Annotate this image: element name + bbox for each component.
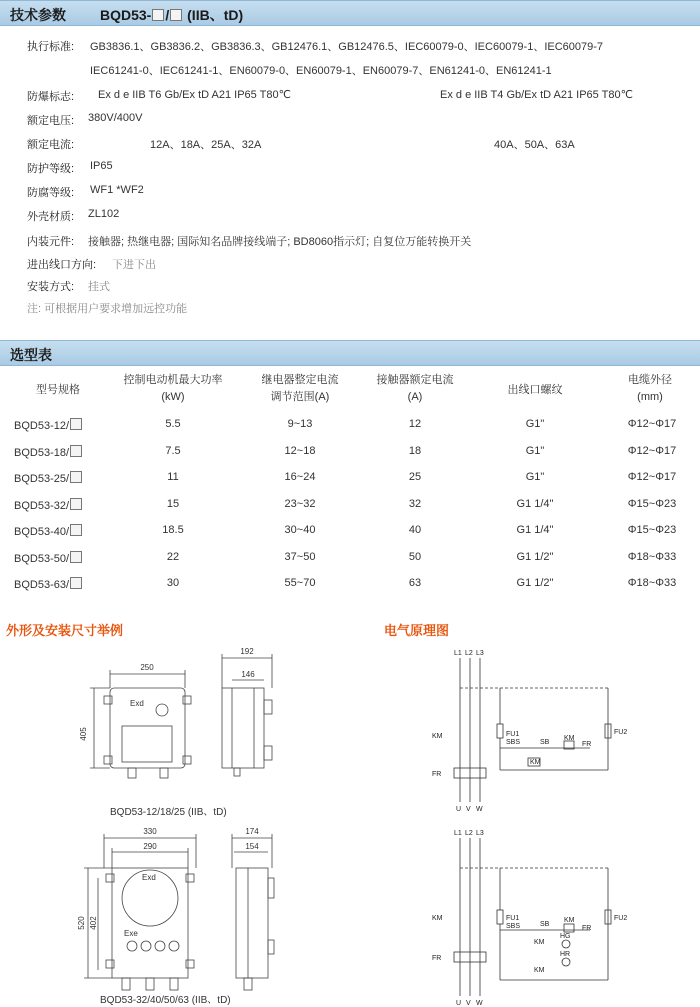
fu2-label: FU2 bbox=[614, 915, 628, 922]
dim-height: 405 bbox=[79, 727, 88, 741]
dims-title: 外形及安装尺寸举例 bbox=[6, 623, 124, 638]
schematic-title: 电气原理图 bbox=[384, 623, 450, 638]
note: 注: 可根据用户要求增加远控功能 bbox=[27, 303, 188, 315]
km-label: KM bbox=[530, 759, 541, 766]
param-value: IP65 bbox=[90, 160, 113, 172]
param-label: 防爆标志: bbox=[27, 91, 75, 103]
km-label: KM bbox=[432, 733, 443, 740]
param-value: Ex d e IIB T4 Gb/Ex tD A21 IP65 T80℃ bbox=[440, 89, 633, 101]
param-label: 内装元件: bbox=[27, 236, 75, 248]
fu1-label: FU1 bbox=[506, 731, 520, 738]
placeholder-box-icon bbox=[70, 471, 82, 483]
sbs-label: SBS bbox=[506, 923, 521, 930]
line-label: L1 bbox=[454, 650, 462, 657]
tech-model: BQD53- / (IIB、tD) bbox=[100, 7, 244, 23]
km-label: KM bbox=[534, 939, 545, 946]
param-label: 额定电流: bbox=[27, 139, 75, 151]
line-label: L2 bbox=[465, 650, 473, 657]
cell-rated: 18 bbox=[408, 444, 422, 457]
param-value: 挂式 bbox=[88, 281, 110, 293]
cell-thread: G1 1/4" bbox=[516, 497, 554, 510]
tech-title: 技术参数 bbox=[10, 7, 66, 23]
line-label: L3 bbox=[476, 650, 484, 657]
label-exe: Exe bbox=[124, 929, 138, 938]
col-header: 控制电动机最大功率 (kW) bbox=[123, 374, 223, 403]
fu2-label: FU2 bbox=[614, 729, 628, 736]
cell-cable: Φ12~Φ17 bbox=[627, 471, 677, 483]
cell-thread: G1 1/4" bbox=[516, 524, 554, 536]
cell-cable: Φ12~Φ17 bbox=[627, 444, 677, 457]
cell-rated: 32 bbox=[408, 497, 422, 510]
cell-thread: G1" bbox=[525, 418, 545, 430]
param-value: 12A、18A、25A、32A bbox=[150, 139, 262, 151]
param-value: Ex d e IIB T6 Gb/Ex tD A21 IP65 T80℃ bbox=[98, 89, 291, 101]
param-label: 防腐等级: bbox=[27, 187, 75, 199]
param-label: 额定电压: bbox=[27, 115, 75, 127]
dim-side-width: 192 bbox=[240, 647, 254, 656]
fr-label: FR bbox=[582, 925, 592, 932]
placeholder-box-icon bbox=[170, 9, 182, 21]
cell-model: BQD53-18/ bbox=[14, 445, 104, 459]
uvw-label: V bbox=[466, 806, 471, 813]
caption-1: BQD53-12/18/25 (IIB、tD) bbox=[110, 807, 227, 818]
label-exd: Exd bbox=[142, 873, 156, 882]
uvw-label: U bbox=[456, 806, 462, 813]
param-label: 安装方式: bbox=[27, 281, 75, 293]
placeholder-box-icon bbox=[152, 9, 164, 21]
cell-kw: 22 bbox=[166, 550, 180, 563]
uvw-label: U bbox=[456, 1000, 462, 1007]
cell-model: BQD53-12/ bbox=[14, 418, 104, 432]
cell-kw: 18.5 bbox=[162, 524, 184, 536]
cell-kw: 7.5 bbox=[165, 444, 181, 457]
col-header: 型号规格 bbox=[36, 384, 80, 396]
fr-label: FR bbox=[582, 741, 592, 748]
cell-cable: Φ18~Φ33 bbox=[627, 577, 677, 589]
sbs-label: SBS bbox=[506, 739, 521, 746]
fu1-label: FU1 bbox=[506, 915, 520, 922]
dim-width: 250 bbox=[140, 663, 154, 672]
cell-kw: 11 bbox=[167, 471, 179, 483]
placeholder-box-icon bbox=[70, 577, 82, 589]
col-header: 电缆外径 (mm) bbox=[628, 374, 672, 403]
sb-label: SB bbox=[540, 921, 550, 928]
param-value: IEC61241-0、IEC61241-1、EN60079-0、EN60079-1、EN60079-7、EN61241-0、EN61241-1 bbox=[90, 65, 552, 77]
cell-thread: G1 1/2" bbox=[516, 550, 554, 563]
cell-rated: 40 bbox=[408, 524, 422, 536]
col-header: 接触器额定电流 (A) bbox=[376, 374, 454, 403]
line-label: L3 bbox=[476, 830, 484, 837]
selection-header-bar bbox=[0, 340, 700, 366]
cell-range: 23~32 bbox=[284, 497, 316, 510]
line-label: L1 bbox=[454, 830, 462, 837]
placeholder-box-icon bbox=[70, 551, 82, 563]
dim-height: 520 bbox=[77, 916, 86, 930]
cell-kw: 15 bbox=[166, 497, 180, 510]
cell-thread: G1" bbox=[525, 444, 545, 457]
dim-width2: 290 bbox=[143, 842, 157, 851]
uvw-label: W bbox=[476, 1000, 483, 1007]
cell-range: 30~40 bbox=[284, 524, 316, 536]
cell-cable: Φ15~Φ23 bbox=[627, 524, 677, 536]
placeholder-box-icon bbox=[70, 445, 82, 457]
hg-label: HG bbox=[560, 933, 571, 940]
fr-label: FR bbox=[432, 771, 442, 778]
caption-2: BQD53-32/40/50/63 (IIB、tD) bbox=[100, 995, 231, 1006]
placeholder-box-icon bbox=[70, 498, 82, 510]
param-label: 进出线口方向: bbox=[27, 259, 97, 271]
param-value: 接触器; 热继电器; 国际知名品牌接线端子; BD8060指示灯; 自复位万能转换开关 bbox=[88, 236, 472, 248]
placeholder-box-icon bbox=[70, 418, 82, 430]
cell-cable: Φ18~Φ33 bbox=[627, 550, 677, 563]
cell-cable: Φ12~Φ17 bbox=[627, 418, 677, 430]
dim-width: 330 bbox=[143, 827, 157, 836]
cell-range: 37~50 bbox=[284, 550, 316, 563]
dimension-drawing bbox=[0, 640, 360, 1007]
param-value: 下进下出 bbox=[112, 259, 156, 271]
km-label: KM bbox=[564, 917, 575, 924]
cell-rated: 63 bbox=[408, 577, 422, 589]
cell-kw: 5.5 bbox=[165, 418, 181, 430]
cell-range: 9~13 bbox=[287, 418, 313, 430]
param-label: 防护等级: bbox=[27, 163, 75, 175]
km-label: KM bbox=[432, 915, 443, 922]
cell-model: BQD53-40/ bbox=[14, 524, 104, 538]
param-value: 40A、50A、63A bbox=[494, 139, 575, 151]
col-header: 出线口螺纹 bbox=[507, 384, 563, 396]
param-value: 380V/400V bbox=[88, 112, 143, 124]
cell-range: 55~70 bbox=[284, 577, 316, 589]
km-label: KM bbox=[534, 967, 545, 974]
cell-range: 12~18 bbox=[284, 444, 316, 457]
sb-label: SB bbox=[540, 739, 550, 746]
dim-side-width2: 146 bbox=[241, 670, 255, 679]
dim-side-width: 174 bbox=[245, 827, 259, 836]
km-label: KM bbox=[564, 735, 575, 742]
cell-model: BQD53-50/ bbox=[14, 551, 104, 565]
cell-range: 16~24 bbox=[284, 471, 316, 483]
dim-height2: 402 bbox=[89, 916, 98, 930]
cell-model: BQD53-25/ bbox=[14, 471, 104, 485]
fr-label: FR bbox=[432, 955, 442, 962]
dim-side-width2: 154 bbox=[245, 842, 259, 851]
cell-model: BQD53-63/ bbox=[14, 577, 104, 591]
cell-rated: 25 bbox=[408, 471, 422, 483]
cell-model: BQD53-32/ bbox=[14, 498, 104, 512]
col-header: 继电器整定电流 调节范围(A) bbox=[261, 374, 339, 403]
param-label: 执行标准: bbox=[27, 41, 75, 53]
param-value: WF1 *WF2 bbox=[90, 184, 144, 196]
cell-thread: G1" bbox=[525, 471, 545, 483]
cell-kw: 30 bbox=[166, 577, 180, 589]
uvw-label: V bbox=[466, 1000, 471, 1007]
cell-rated: 50 bbox=[408, 550, 422, 563]
param-value: ZL102 bbox=[88, 208, 120, 220]
label-exd: Exd bbox=[130, 699, 144, 708]
param-value: GB3836.1、GB3836.2、GB3836.3、GB12476.1、GB12476.5、IEC60079-0、IEC60079-1、IEC60079-7 bbox=[90, 41, 604, 53]
cell-thread: G1 1/2" bbox=[516, 577, 554, 589]
schematic-diagram bbox=[430, 640, 630, 1007]
cell-rated: 12 bbox=[408, 418, 422, 430]
uvw-label: W bbox=[476, 806, 483, 813]
param-label: 外壳材质: bbox=[27, 211, 75, 223]
selection-title: 选型表 bbox=[10, 347, 52, 363]
tech-header-bar bbox=[0, 0, 700, 26]
placeholder-box-icon bbox=[70, 524, 82, 536]
line-label: L2 bbox=[465, 830, 473, 837]
cell-cable: Φ15~Φ23 bbox=[627, 497, 677, 510]
hr-label: HR bbox=[560, 951, 571, 958]
